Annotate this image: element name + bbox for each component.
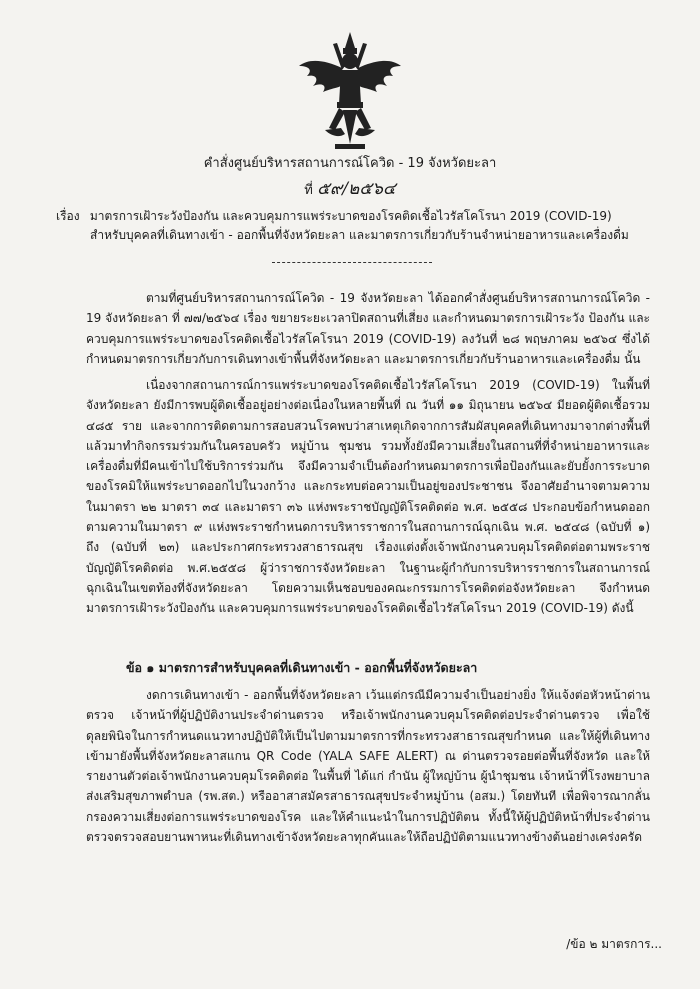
subject-line-2: สำหรับบุคคลที่เดินทางเข้า - ออกพื้นที่จังหวัดยะลา และมาตรการเกี่ยวกับร้านจำหน่ายอาหารและเครื่องดื่ม — [90, 228, 629, 242]
subject-block — [56, 207, 670, 245]
divider-line — [272, 262, 432, 263]
paragraph-2 — [86, 375, 650, 619]
clause-1-title: ข้อ ๑ มาตรการสำหรับบุคคลที่เดินทางเข้า - ออกพื้นที่จังหวัดยะลา — [126, 660, 478, 675]
clause-1-body — [86, 685, 650, 847]
order-title: คำสั่งศูนย์บริหารสถานการณ์โควิด - 19 จังหวัดยะลา — [203, 156, 497, 171]
clause-1-text: งดการเดินทางเข้า - ออกพื้นที่จังหวัดยะลา เว้นแต่กรณีมีความจำเป็นอย่างยิ่ง ให้แจ้งต่อหัวหน้าด่านตรวจ เจ้าหน้าที่ผู้ปฏิบัติงานประจำด่านตรวจ หรือเจ้าพนักงานควบคุมโรคติดต่อประจำด่านตรวจ เพื่อใช้ดุลยพินิจในการกำหนดแนวทางปฏิบัติให้เป็นไปตามมาตรการที่กระทรวงสาธารณสุขกำหนด และให้ผู้ที่เดินทางเข้ามายังพื้นที่จังหวัดยะลาสแกน QR Code (YALA SAFE ALERT) ณ ด่านตรวจรอยต่อพื้นที่จังหวัด และให้รายงานตัวต่อเจ้าพนักงานควบคุมโรคติดต่อ ในพื้นที่ ได้แก่ กำนัน ผู้ใหญ่บ้าน ผู้นำชุมชน เจ้าหน้าที่โรงพยาบาลส่งเสริมสุขภาพตำบล (รพ.สต.) หรืออาสาสมัครสาธารณสุขประจำหมู่บ้าน (อสม.) โดยทันที เพื่อพิจารณากลั่นกรองความเสี่ยงต่อการแพร่ระบาดของโรค และให้คำแนะนำในการปฏิบัติตน ทั้งนี้ให้ผู้ปฏิบัติหน้าที่ประจำด่านตรวจตรวจสอบยานพาหนะที่เดินทางเข้าจังหวัดยะลาทุกคันและให้ถือปฏิบัติตามแนวทางข้างต้นอย่างเคร่งครัด — [86, 688, 650, 845]
subject-line-1: มาตรการเฝ้าระวังป้องกัน และควบคุมการแพร่ระบาดของโรคติดเชื้อไวรัสโคโรนา 2019 (COVID-19) — [89, 209, 612, 223]
order-number-value: ๕๙/๒๕๖๔ — [316, 179, 396, 199]
paragraph-1 — [86, 288, 650, 369]
order-number-prefix: ที่ — [304, 183, 313, 198]
paragraph-1-text: ตามที่ศูนย์บริหารสถานการณ์โควิด - 19 จังหวัดยะลา ได้ออกคำสั่งศูนย์บริหารสถานการณ์โควิด - 19 จังหวัดยะลา ที่ ๗๗/๒๕๖๔ เรื่อง ขยายระยะเวลาปิดสถานที่เสี่ยง และกำหนดมาตรการเฝ้าระวัง ป้องกัน และควบคุมการแพร่ระบาดของโรคติดเชื้อไวรัสโคโรนา 2019 (COVID-19) ลงวันที่ ๒๘ พฤษภาคม ๒๕๖๔ ซึ่งได้กำหนดมาตรการเกี่ยวกับการเดินทางเข้าพื้นที่จังหวัดยะลา และมาตรการเกี่ยวกับร้านอาหารและเครื่องดื่ม นั้น — [86, 291, 650, 366]
paragraph-2-text: เนื่องจากสถานการณ์การแพร่ระบาดของโรคติดเชื้อไวรัสโคโรนา 2019 (COVID-19) ในพื้นที่จังหวัดยะลา ยังมีการพบผู้ติดเชื้ออยู่อย่างต่อเนื่องในหลายพื้นที่ ณ วันที่ ๑๑ มิถุนายน ๒๕๖๔ มียอดผู้ติดเชื้อรวม ๔๘๕ ราย และจากการติดตามการสอบสวนโรคพบว่าสาเหตุเกิดจากการสัมผัสบุคคลที่เดินทางมาจากต่างพื้นที่แล้วมาทำกิจกรรมร่วมกันในครอบครัว หมู่บ้าน ชุมชน รวมทั้งยังมีความเสี่ยงในสถานที่ที่จำหน่ายอาหารและเครื่องดื่มที่มีคนเข้าไปใช้บริการร่วมกัน จึงมีความจำเป็นต้องกำหนดมาตรการเพื่อป้องกันและยับยั้งการระบาดของโรคมิให้แพร่ระบาดออกไปในวงกว้าง และกระทบต่อความเป็นอยู่ของประชาชน จึงอาศัยอำนาจตามความในมาตรา ๒๒ มาตรา ๓๔ และมาตรา ๓๖ แห่งพระราชบัญญัติโรคติดต่อ พ.ศ. ๒๕๕๘ ประกอบข้อกำหนดออกตามความในมาตรา ๙ แห่งพระราชกำหนดการบริหารราชการในสถานการณ์ฉุกเฉิน พ.ศ. ๒๕๔๘ (ฉบับที่ ๑) ถึง (ฉบับที่ ๒๓) และประกาศกระทรวงสาธารณสุข เรื่องแต่งตั้งเจ้าพนักงานควบคุมโรคติดต่อตามพระราชบัญญัติโรคติดต่อ พ.ศ.๒๕๕๘ ผู้ว่าราชการจังหวัดยะลา ในฐานะผู้กำกับการบริหารราชการในสถานการณ์ฉุกเฉินในเขตท้องที่จังหวัดยะลา โดยความเห็นชอบของคณะกรรมการโรคติดต่อจังหวัดยะลา จึงกำหนดมาตรการเฝ้าระวังป้องกัน และควบคุมการแพร่ระบาดของโรคติดเชื้อไวรัสโคโรนา 2019 (COVID-19) ดังนี้ — [86, 378, 650, 616]
emblem-area — [0, 30, 700, 156]
continuation-note: /ข้อ ๒ มาตรการ... — [566, 937, 662, 951]
garuda-emblem-icon — [295, 30, 405, 152]
subject-label: เรื่อง — [56, 209, 80, 223]
order-number — [0, 175, 700, 202]
